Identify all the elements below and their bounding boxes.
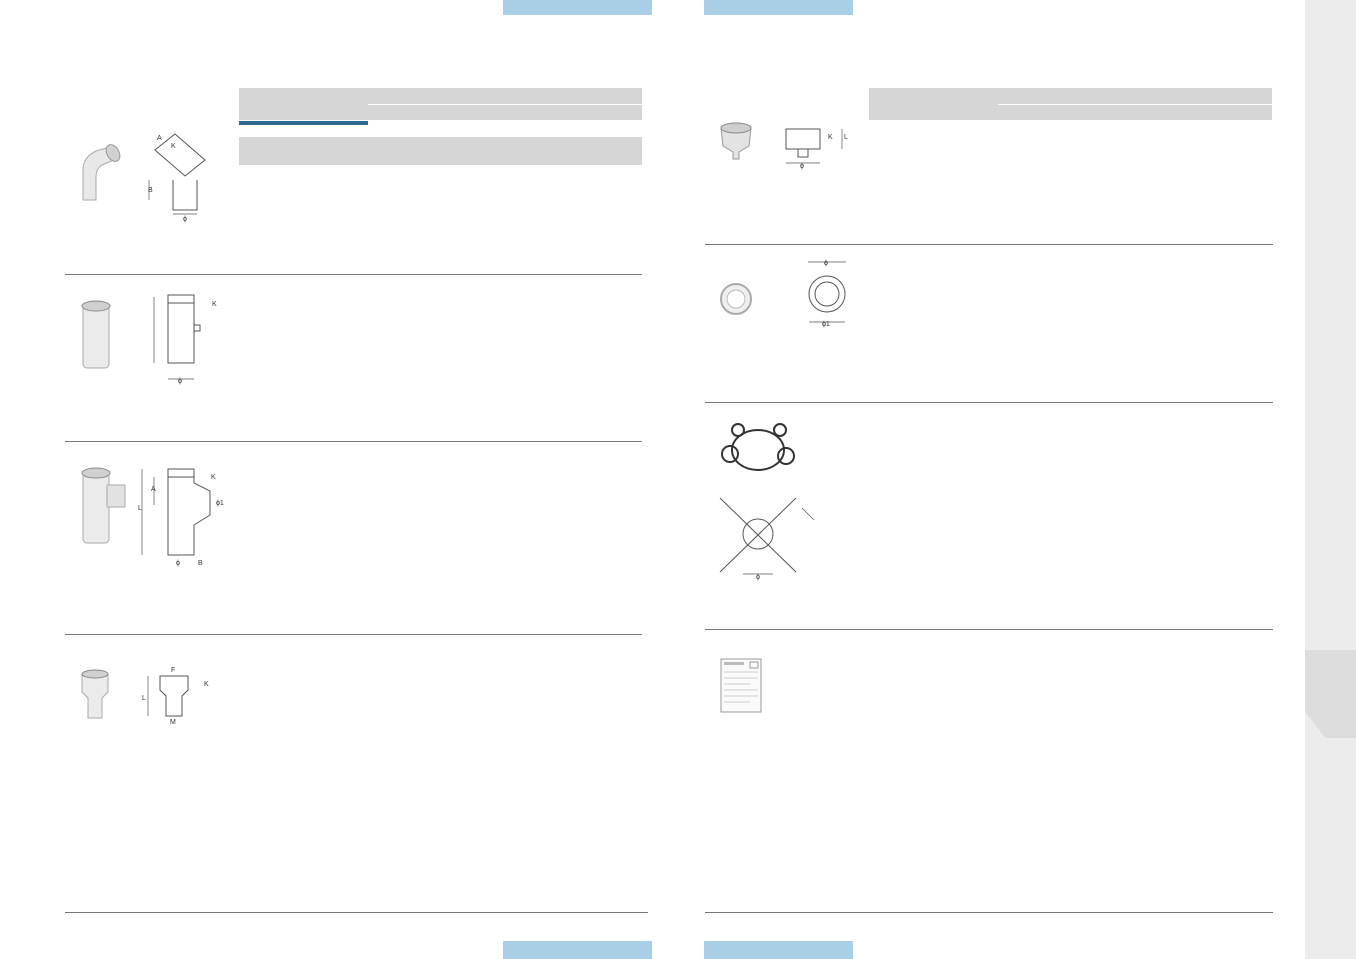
divider xyxy=(705,244,1273,245)
reducer-photo xyxy=(80,668,110,720)
footer-rule-left xyxy=(65,912,648,913)
side-margin xyxy=(1305,0,1356,959)
col-125 xyxy=(1217,105,1272,120)
col-100 xyxy=(1162,105,1217,120)
rosette-photo xyxy=(719,282,753,316)
divider xyxy=(705,629,1273,630)
col-100 xyxy=(532,105,587,120)
condensate-base-drawing xyxy=(780,125,860,170)
svg-text:K: K xyxy=(211,474,216,481)
control-module-photo xyxy=(80,298,114,370)
svg-text:L: L xyxy=(844,134,848,141)
divider xyxy=(65,441,642,442)
condensate-base-photo xyxy=(719,122,753,160)
svg-text:K: K xyxy=(212,301,217,308)
svg-text:ϕ: ϕ xyxy=(178,378,182,385)
footer-rule-right xyxy=(705,912,1273,913)
elbow-45-drawing xyxy=(145,130,215,223)
svg-text:ϕ: ϕ xyxy=(176,560,180,567)
inspection-module-drawing xyxy=(138,465,233,570)
svg-text:K: K xyxy=(171,143,176,150)
diameter-cols xyxy=(998,104,1272,120)
svg-text:M: M xyxy=(170,719,176,726)
top-color-bar-right xyxy=(704,0,853,15)
svg-text:B: B xyxy=(198,560,203,567)
bottom-bar-left xyxy=(503,941,652,959)
svg-text:ϕ: ϕ xyxy=(183,216,187,223)
diameter-cols xyxy=(368,104,642,120)
table-head-left xyxy=(239,88,642,120)
svg-text:ϕ1: ϕ1 xyxy=(216,500,224,507)
spacer-collar-photo xyxy=(718,418,800,478)
svg-text:A: A xyxy=(151,486,156,493)
rosette-drawing xyxy=(804,258,850,330)
col-60 xyxy=(423,105,478,120)
top-color-bar-left xyxy=(503,0,652,15)
svg-text:L: L xyxy=(142,695,146,702)
svg-text:ϕ1: ϕ1 xyxy=(822,321,830,328)
svg-text:A: A xyxy=(157,135,162,142)
bottom-bar-right xyxy=(704,941,853,959)
col-50 xyxy=(368,105,423,120)
svg-text:F: F xyxy=(171,667,176,674)
svg-text:ϕ: ϕ xyxy=(800,163,804,170)
curva-title xyxy=(239,121,368,125)
svg-text:B: B xyxy=(148,187,153,194)
elbow-45-photo xyxy=(78,145,138,205)
spacer-collar-drawing xyxy=(718,494,818,580)
reducer-drawing xyxy=(140,666,210,728)
control-module-drawing xyxy=(140,293,220,385)
svg-text:ϕ: ϕ xyxy=(756,574,760,581)
col-50 xyxy=(998,105,1053,120)
col-80 xyxy=(1108,105,1163,120)
table-head-right xyxy=(869,88,1272,120)
chimney-plate-image xyxy=(720,658,764,714)
svg-text:ϕ: ϕ xyxy=(824,260,828,267)
divider xyxy=(65,274,642,275)
col-80 xyxy=(478,105,533,120)
svg-text:K: K xyxy=(828,134,833,141)
col-60 xyxy=(1053,105,1108,120)
col-125 xyxy=(587,105,642,120)
svg-text:K: K xyxy=(204,681,209,688)
svg-text:L: L xyxy=(138,505,142,512)
divider xyxy=(65,634,642,635)
inspection-module-photo xyxy=(80,465,130,545)
divider xyxy=(705,402,1273,403)
curva-code-row xyxy=(239,137,642,165)
